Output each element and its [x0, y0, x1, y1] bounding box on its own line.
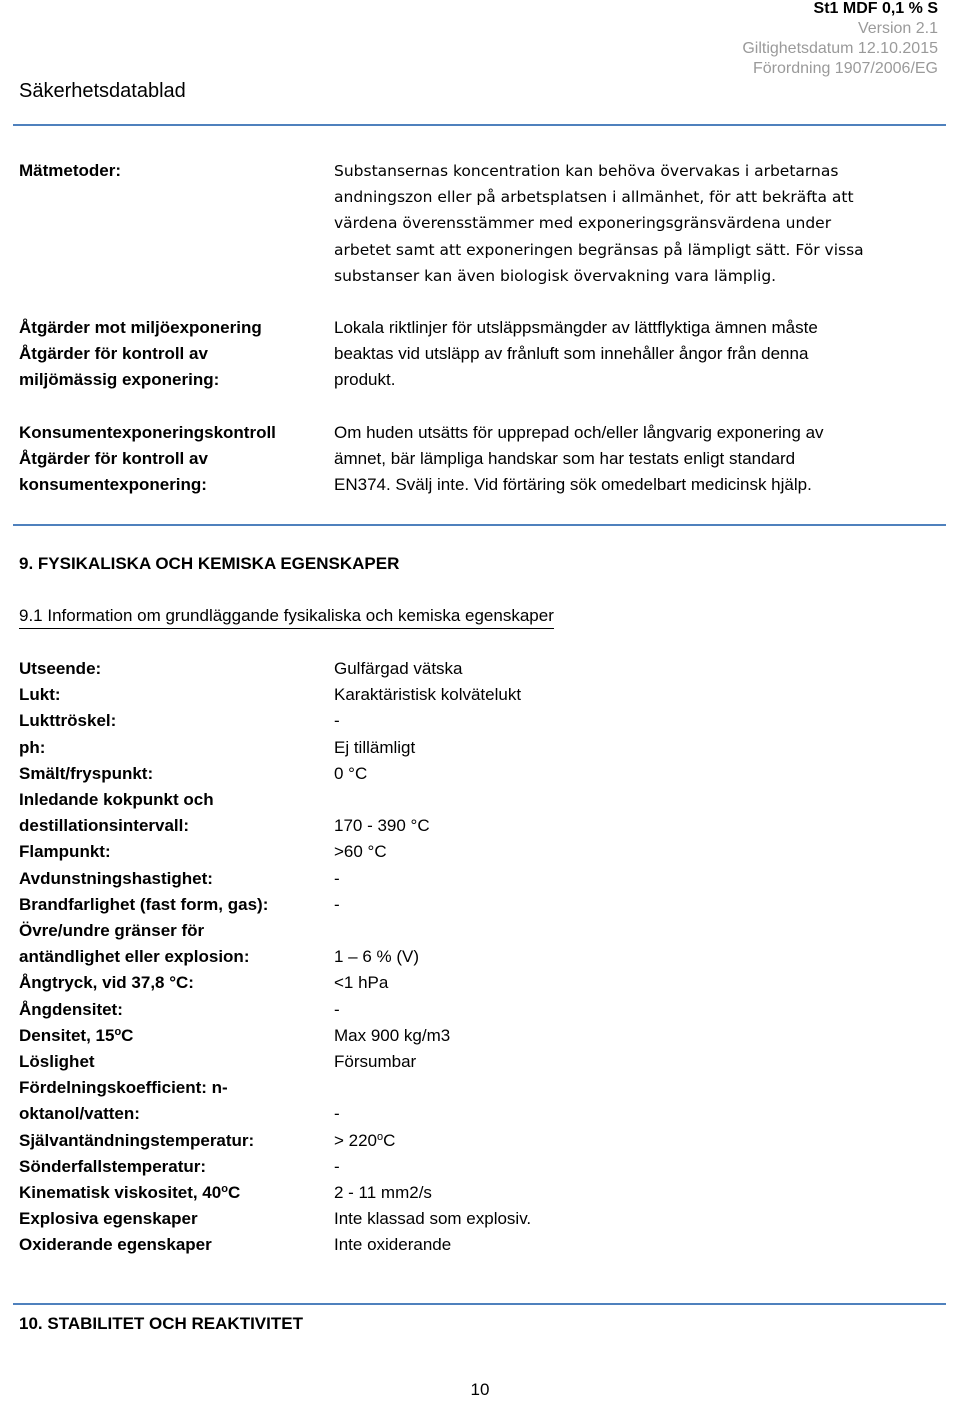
property-row [19, 1206, 939, 1232]
property-label: oktanol/vatten: [19, 1104, 140, 1124]
section10-divider [13, 1303, 946, 1305]
measure-text-line: Om huden utsätts för upprepad och/eller långvarig exponering av [334, 423, 824, 442]
measure-text-konsumentexponering [334, 420, 824, 499]
property-label: Fördelningskoefficient: n- [19, 1078, 228, 1098]
property-value: - [334, 1156, 340, 1176]
property-row [19, 682, 939, 708]
measure-label-konsumentexponering [19, 420, 276, 499]
property-label: Kinematisk viskositet, 40$^o$C [19, 1183, 241, 1202]
property-value: - [334, 894, 340, 914]
measure-label-line: Åtgärder för kontroll av [19, 449, 208, 469]
property-value: Inte oxiderande [334, 1235, 452, 1255]
property-value: Ej tillämligt [334, 737, 416, 757]
measure-text-line: substanser kan även biologisk övervakning vara lämplig. [334, 266, 777, 285]
property-label: destillationsintervall: [19, 816, 190, 836]
property-value: > $220^oC$ [334, 1130, 396, 1150]
measure-label-line: konsumentexponering: [19, 475, 207, 495]
property-row [19, 1232, 939, 1258]
property-row [19, 1101, 939, 1127]
section9-subheading: 9.1 Information om grundläggande fysikaliska och kemiska egenskaper [19, 604, 554, 629]
property-label: Inledande kokpunkt och [19, 790, 214, 809]
property-label: Utseende: [19, 659, 102, 678]
property-value: 0 °C [334, 763, 368, 783]
measure-text-line: beaktas vid utsläpp av frånluft som innehåller ångor från denna [334, 344, 809, 364]
measure-text-line: Lokala riktlinjer för utsläppsmängder av lättflyktiga ämnen måste [334, 318, 818, 337]
property-label: Densitet, 15$^o$C [19, 1025, 134, 1045]
measure-label-line: miljömässig exponering: [19, 370, 220, 390]
measure-text-mätmetoder [334, 158, 864, 289]
property-row [19, 1075, 939, 1101]
measure-text-line: EN374. Svälj inte. Vid förtäring sök omedelbart medicinsk hjälp. [334, 475, 812, 495]
property-row [19, 787, 939, 813]
property-value: - [334, 711, 340, 731]
measure-label-mätmetoder [19, 158, 121, 184]
measure-text-line: andningszon eller på arbetsplatsen i allmänhet, för att bekräfta att [334, 188, 854, 207]
property-row [19, 892, 939, 918]
property-label: Övre/undre gränser för [19, 921, 205, 940]
property-row [19, 735, 939, 761]
measure-label-miljöexponering [19, 315, 262, 394]
property-row [19, 970, 939, 996]
measure-text-line: Substansernas koncentration kan behöva övervakas i arbetarnas [334, 162, 839, 180]
property-label: Ångdensitet: [19, 999, 123, 1019]
header-divider [13, 124, 946, 126]
section9-heading: 9. FYSIKALISKA OCH KEMISKA EGENSKAPER [19, 554, 400, 573]
document-header-info [742, 0, 938, 79]
property-value: 2 - 11 mm2/s [334, 1183, 432, 1202]
measure-label-line: Åtgärder för kontroll av [19, 344, 208, 364]
property-row [19, 708, 939, 734]
property-value: Inte klassad som explosiv. [334, 1209, 532, 1229]
property-row [19, 918, 939, 944]
property-row [19, 866, 939, 892]
property-label: Lukttröskel: [19, 711, 117, 731]
property-row [19, 1023, 939, 1049]
property-row [19, 813, 939, 839]
property-label: ph: [19, 737, 46, 757]
property-label: Ångtryck, vid 37,8 °C: [19, 973, 194, 993]
document-title: Säkerhetsdatablad [19, 80, 186, 102]
property-value: Gulfärgad vätska [334, 659, 463, 678]
version-text: Version 2.1 [857, 20, 938, 37]
measure-text-line: produkt. [334, 370, 396, 390]
measure-label-line: Mätmetoder: [19, 161, 122, 180]
measure-label-line: Konsumentexponeringskontroll [19, 423, 276, 442]
section9-divider [13, 524, 946, 526]
section10-heading: 10. STABILITET OCH REAKTIVITET [19, 1314, 303, 1333]
property-label: Självantändningstemperatur: [19, 1130, 255, 1150]
property-row [19, 1154, 939, 1180]
property-label: Lukt: [19, 685, 61, 705]
property-label: Oxiderande egenskaper [19, 1235, 212, 1255]
measure-text-line: arbetet samt att exponeringen begränsas på lämpligt sätt. För vissa [334, 240, 864, 259]
measure-text-miljöexponering [334, 315, 818, 394]
measure-text-line: värdena överensstämmer med exponeringsgränsvärdena under [334, 214, 832, 233]
property-row [19, 1049, 939, 1075]
property-row [19, 656, 939, 682]
property-label: Brandfarlighet (fast form, gas): [19, 894, 269, 914]
property-value: >60 °C [334, 842, 387, 862]
property-row [19, 997, 939, 1023]
measure-text-line: ämnet, bär lämpliga handskar som har testats enligt standard [334, 449, 796, 469]
measure-label-line: Åtgärder mot miljöexponering [19, 318, 262, 337]
property-value: Karaktäristisk kolvätelukt [334, 685, 522, 705]
regulation-text: Förordning 1907/2006/EG [752, 60, 938, 77]
property-value: <1 hPa [334, 973, 389, 993]
property-row [19, 839, 939, 865]
property-value: 1 – 6 % (V) [334, 947, 420, 967]
property-row [19, 761, 939, 787]
property-label: Flampunkt: [19, 842, 111, 862]
property-value: Försumbar [334, 1052, 417, 1071]
property-value: 170 - 390 °C [334, 816, 430, 836]
property-label: Sönderfallstemperatur: [19, 1156, 207, 1176]
property-label: Explosiva egenskaper [19, 1209, 198, 1229]
property-value: Max 900 kg/m3 [334, 1025, 451, 1045]
property-row [19, 1180, 939, 1206]
property-label: Smält/fryspunkt: [19, 763, 154, 783]
property-label: Löslighet [19, 1052, 95, 1071]
property-row [19, 1128, 939, 1154]
valid-date-text: Giltighetsdatum 12.10.2015 [742, 40, 938, 57]
property-value: - [334, 868, 340, 888]
property-row [19, 944, 939, 970]
property-label: antändlighet eller explosion: [19, 947, 250, 967]
property-label: Avdunstningshastighet: [19, 868, 213, 888]
page-number: 10 [470, 1380, 490, 1399]
property-value: - [334, 999, 340, 1019]
property-value: - [334, 1104, 340, 1124]
product-name: St1 MDF 0,1 % S [813, 0, 938, 17]
